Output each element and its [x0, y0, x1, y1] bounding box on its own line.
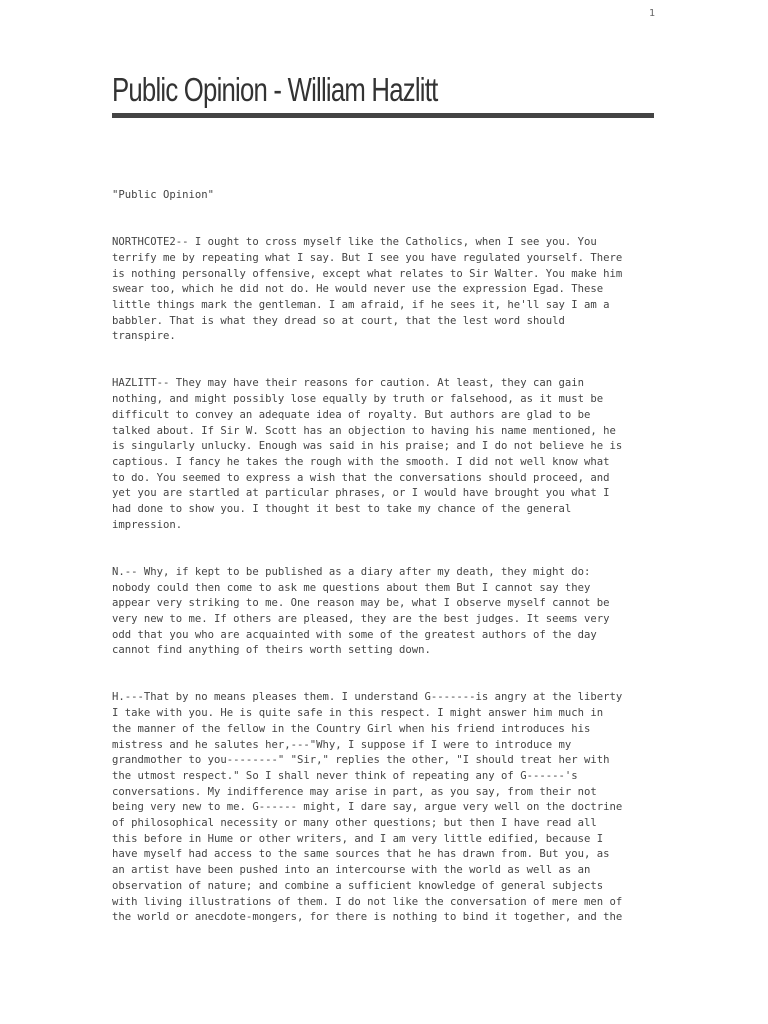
paragraph-n: N.-- Why, if kept to be published as a diary after my death, they might do: nobody could then come to ask me questions about them But I cannot say they appear very striking to me. One reason may be, what I observe myself cannot be very new to me. If others are pleased, they are the best judges. It seems very odd that you who are acquainted with some of the greatest authors of the day cannot find anything of theirs worth setting down.: [112, 565, 610, 657]
paragraph-hazlitt: HAZLITT-- They may have their reasons for caution. At least, they can gain nothing, and might possibly lose equally by truth or falsehood, as it must be difficult to convey an adequate idea of royalty. But authors are glad to be talked about. If Sir W. Scott has an objection to having his name mentioned, he is singularly unlucky. Enough was said in his praise; and I do not believe he is captious. I fancy he takes the rough with the smooth. I did not well know what to do. You seemed to express a wish that the conversations should proceed, and yet you are startled at particular phrases, or I would have brought you what I had done to show you. I thought it best to take my chance of the general impression.: [112, 377, 623, 531]
title-divider: [112, 113, 654, 118]
page-title: Public Opinion - William Hazlitt: [112, 71, 438, 108]
heading-quote: "Public Opinion": [112, 189, 215, 201]
page-number: 1: [648, 8, 655, 19]
document-body: [112, 188, 660, 957]
paragraph-northcote: NORTHCOTE2-- I ought to cross myself like the Catholics, when I see you. You terrify me by repeating what I say. But I see you have regulated yourself. There is nothing personally offensive, except what relates to Sir Walter. You make him swear too, which he did not do. He would never use the expression Egad. These little things mark the gentleman. I am afraid, if he sees it, he'll say I am a babbler. That is what they dread so at court, that the lest word should transpire.: [112, 236, 623, 343]
paragraph-h: H.---That by no means pleases them. I understand G-------is angry at the liberty I take with you. He is quite safe in this respect. I might answer him much in the manner of the fellow in the Country Girl when his friend introduces his mistress and he salutes her,---"Why, I suppose if I were to introduce my grandmother to you--------" "Sir," replies the other, "I should treat her with the utmost respect." So I shall never think of repeating any of G------'s conversations. My indifference may arise in part, as you say, from their not being very new to me. G------ might, I dare say, argue very well on the doctrine of philosophical necessity or many other questions; but then I have read all this before in Hume or other writers, and I am very little edified, because I have myself had access to the same sources that he has drawn from. But you, as an artist have been pushed into an intercourse with the world as well as an observation of nature; and combine a sufficient knowledge of general subjects with living illustrations of them. I do not like the conversation of mere men of the world or anecdote-mongers, for there is nothing to bind it together, and the: [112, 691, 623, 924]
